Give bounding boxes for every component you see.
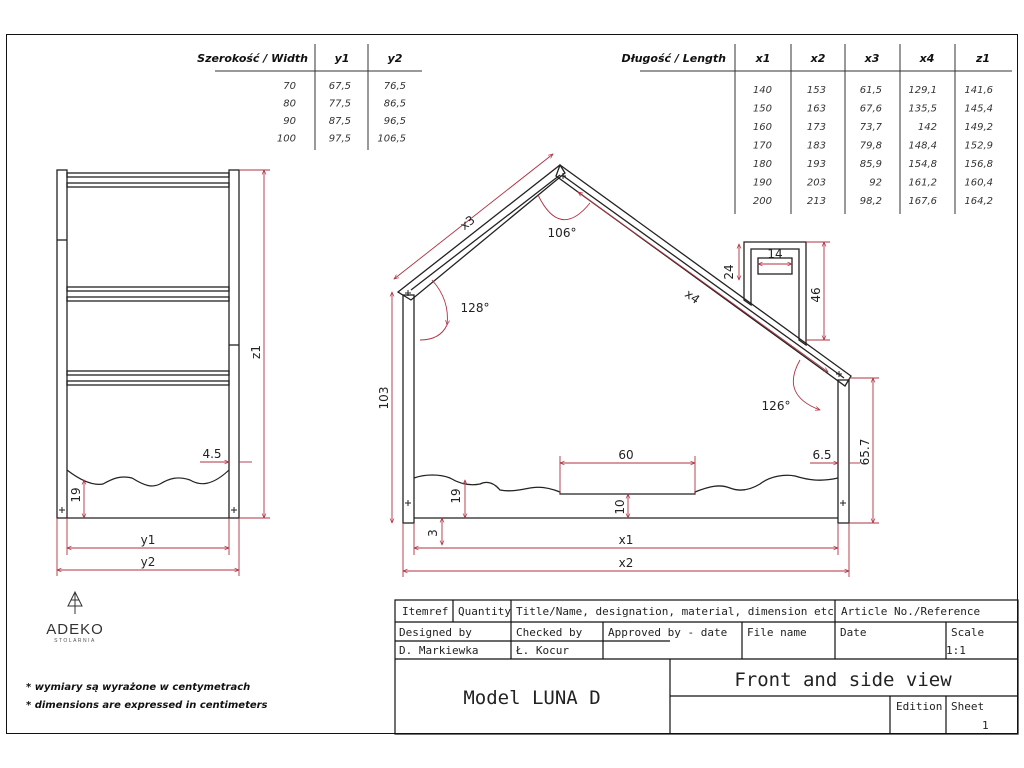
length-table-cell: 135,5 [908, 103, 937, 115]
dim-46: 46 [809, 287, 823, 303]
length-table-header: Długość / Length [621, 52, 726, 65]
length-table-cell: 183 [806, 140, 826, 152]
dim-front-19: 19 [449, 488, 463, 504]
tb-view: Front and side view [734, 669, 952, 691]
logo-subtitle: STOLARNIA [54, 638, 96, 644]
length-table-cell: 180 [752, 159, 772, 170]
tb-sheet-label: Sheet [951, 700, 985, 713]
length-table-header-x2: x2 [810, 52, 826, 65]
width-table-cell: 106,5 [377, 133, 406, 145]
tb-checked-by: Ł. Kocur [516, 644, 569, 657]
width-table [197, 44, 422, 150]
length-table-cell: 148,4 [908, 140, 937, 152]
tb-designed-by-label: Designed by [399, 626, 472, 639]
length-table-cell: 98,2 [859, 196, 882, 207]
width-table-cell: 87,5 [328, 116, 351, 127]
length-table-cell: 203 [806, 177, 826, 189]
tb-quantity: Quantity [458, 605, 511, 618]
length-table-cell: 153 [806, 85, 826, 96]
width-table-cell: 67,5 [328, 81, 351, 92]
side-view-labels [69, 345, 263, 569]
angle-right: 126° [761, 399, 791, 413]
width-table-cell: 86,5 [383, 98, 406, 110]
length-table-cell: 92 [869, 177, 882, 189]
side-view-screw-marks [59, 507, 237, 513]
tb-file-name-label: File name [747, 626, 807, 639]
length-table-cell: 160 [752, 122, 772, 133]
tb-edition-label: Edition [896, 700, 943, 713]
dim-6-5: 6.5 [812, 448, 832, 462]
dim-y2: y2 [140, 555, 156, 569]
tb-designed-by: D. Markiewka [399, 644, 479, 657]
length-table [621, 44, 1012, 214]
dim-z1: z1 [249, 345, 263, 359]
length-table-cell: 161,2 [908, 177, 937, 189]
length-table-cell: 140 [752, 85, 772, 96]
dim-14: 14 [767, 247, 783, 261]
dim-side-4-5: 4.5 [202, 447, 222, 461]
length-table-cell: 213 [806, 196, 826, 207]
dim-x1: x1 [618, 533, 634, 547]
length-table-header-z1: z1 [975, 52, 991, 65]
width-table-cell: 96,5 [383, 116, 406, 127]
tb-scale: 1:1 [946, 644, 966, 657]
length-table-cell: 164,2 [964, 196, 993, 207]
note-polish: * wymiary są wyrażone w centymetrach [26, 682, 251, 693]
length-table-cell: 156,8 [964, 159, 993, 170]
length-table-cell: 190 [752, 177, 772, 189]
dim-60: 60 [618, 448, 634, 462]
length-table-header-x1: x1 [755, 52, 771, 65]
tb-title-header: Title/Name, designation, material, dimension etc [516, 605, 834, 618]
length-table-cell: 73,7 [859, 122, 882, 133]
width-table-header-y2: y2 [387, 52, 403, 65]
length-table-cell: 142 [917, 122, 937, 133]
tree-icon [68, 592, 82, 614]
logo-name: ADEKO [46, 621, 104, 638]
angle-left: 128° [460, 301, 490, 315]
length-table-cell: 167,6 [908, 196, 937, 207]
width-table-cell: 77,5 [328, 98, 351, 110]
length-table-header-x3: x3 [864, 52, 880, 65]
adeko-logo [46, 592, 104, 644]
dim-10: 10 [613, 499, 627, 515]
length-table-cell: 154,8 [908, 159, 937, 170]
length-table-cell: 85,9 [859, 159, 882, 170]
length-table-cell: 149,2 [964, 122, 993, 133]
width-table-cell: 90 [283, 116, 296, 127]
length-table-cell: 145,4 [964, 103, 993, 115]
tb-date-label: Date [840, 626, 867, 639]
length-table-cell: 152,9 [964, 140, 993, 152]
tb-itemref: Itemref [402, 605, 449, 618]
width-table-cell: 76,5 [383, 81, 406, 92]
dim-24: 24 [722, 264, 736, 280]
tb-sheet: 1 [982, 719, 989, 732]
dim-x3: x3 [457, 212, 478, 233]
length-table-header-x4: x4 [919, 52, 935, 65]
length-table-cell: 79,8 [859, 140, 882, 152]
length-table-cell: 61,5 [859, 85, 882, 96]
tb-article-header: Article No./Reference [841, 605, 981, 618]
tb-checked-by-label: Checked by [516, 626, 583, 639]
width-table-header-y1: y1 [334, 52, 350, 65]
length-table-cell: 173 [806, 122, 826, 133]
length-table-cell: 160,4 [964, 177, 993, 189]
length-table-cell: 200 [752, 196, 772, 207]
length-table-cell: 170 [752, 140, 772, 152]
angle-top: 106° [547, 226, 577, 240]
width-table-cell: 100 [276, 133, 296, 145]
width-table-cell: 70 [283, 81, 296, 92]
dim-x2: x2 [618, 556, 634, 570]
width-table-header: Szerokość / Width [197, 52, 308, 65]
length-table-cell: 193 [806, 159, 826, 170]
dim-x4: x4 [682, 286, 703, 307]
tb-approved-label: Approved by - date [608, 626, 728, 639]
tb-model: Model LUNA D [463, 687, 601, 709]
length-table-cell: 141,6 [964, 85, 993, 96]
dim-65-7: 65.7 [858, 438, 872, 466]
dim-side-19: 19 [69, 487, 83, 503]
length-table-cell: 129,1 [908, 85, 937, 96]
dim-3: 3 [426, 529, 440, 537]
width-table-cell: 97,5 [328, 133, 351, 145]
title-block-text [399, 605, 989, 732]
length-table-cell: 150 [752, 103, 772, 115]
side-view [57, 170, 239, 518]
title-block [395, 600, 1018, 734]
dim-y1: y1 [140, 533, 156, 547]
side-view-dimensions [57, 170, 270, 576]
tb-scale-label: Scale [951, 626, 985, 639]
note-english: * dimensions are expressed in centimeters [26, 700, 268, 711]
length-table-cell: 163 [806, 103, 826, 115]
dim-103: 103 [377, 386, 391, 410]
width-table-cell: 80 [283, 98, 296, 110]
length-table-cell: 67,6 [859, 103, 882, 115]
